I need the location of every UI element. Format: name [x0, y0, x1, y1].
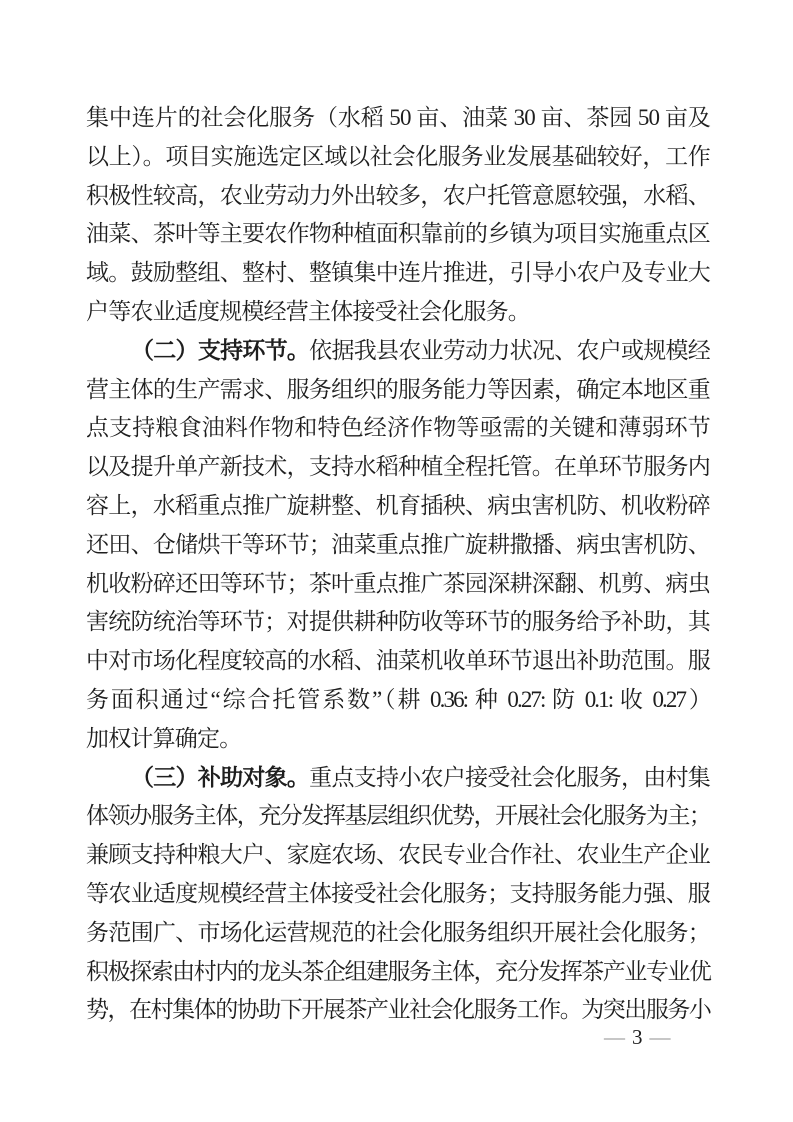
- text-line: 中对市场化程度较高的水稻、油菜机收单环节退出补助范围。服: [86, 648, 710, 674]
- paragraph-lead-text: 重点支持小农户接受社会化服务，由村集: [309, 764, 710, 790]
- text-line: 务范围广、市场化运营规范的社会化服务组织开展社会化服务；: [86, 919, 710, 945]
- text-line-coefficients: 务面积通过“综合托管系数”（耕 0.36: 种 0.27: 防 0.1: 收 0.27）: [86, 686, 710, 712]
- text-line: 户等农业适度规模经营主体接受社会化服务。: [86, 298, 531, 324]
- text-line: 势，在村集体的协助下开展茶产业社会化服务工作。为突出服务小: [86, 997, 710, 1023]
- text-line: [86, 332, 710, 371]
- text-line: 害统防统治等环节；对提供耕种防收等环节的服务给予补助，其: [86, 609, 710, 635]
- text-line: 加权计算确定。: [86, 725, 242, 751]
- paragraph-support-links: [86, 332, 710, 759]
- text-line: 体领办服务主体，充分发挥基层组织优势，开展社会化服务为主；: [86, 803, 710, 829]
- text-line: 营主体的生产需求、服务组织的服务能力等因素，确定本地区重: [86, 376, 710, 402]
- text-line: [86, 759, 710, 798]
- paragraph-heading-support-links: （二）支持环节。: [131, 337, 310, 363]
- text-line: 点支持粮食油料作物和特色经济作物等亟需的关键和薄弱环节: [86, 415, 710, 441]
- text-line: 油菜、茶叶等主要农作物种植面积靠前的乡镇为项目实施重点区: [86, 221, 710, 247]
- text-line: 机收粉碎还田等环节；茶叶重点推广茶园深耕深翻、机剪、病虫: [86, 570, 710, 596]
- text-line: 等农业适度规模经营主体接受社会化服务；支持服务能力强、服: [86, 880, 710, 906]
- paragraph-lead-text: 依据我县农业劳动力状况、农户或规模经: [309, 337, 710, 363]
- page-number: 3: [632, 1025, 643, 1049]
- text-line: 集中连片的社会化服务（水稻 50 亩、油菜 30 亩、茶园 50 亩及: [86, 105, 710, 130]
- text-line: 容上，水稻重点推广旋耕整、机育插秧、病虫害机防、机收粉碎: [86, 492, 710, 518]
- paragraph-subsidy-targets: [86, 759, 710, 1031]
- text-line: 还田、仓储烘干等环节；油菜重点推广旋耕撒播、病虫害机防、: [86, 531, 710, 557]
- paragraph-heading-subsidy-targets: （三）补助对象。: [131, 764, 310, 790]
- text-line: 积极探索由村内的龙头茶企组建服务主体，充分发挥茶产业专业优: [86, 958, 710, 984]
- text-line: 以及提升单产新技术，支持水稻种植全程托管。在单环节服务内: [86, 454, 710, 480]
- text-line: 积极性较高，农业劳动力外出较多，农户托管意愿较强，水稻、: [86, 182, 710, 208]
- text-line: 域。鼓励整组、整村、整镇集中连片推进，引导小农户及专业大: [86, 260, 710, 286]
- footer-dash-left: —: [604, 1025, 625, 1049]
- document-body: [86, 99, 710, 1030]
- paragraph-region-selection: [86, 99, 710, 332]
- page-footer: [604, 1024, 671, 1050]
- footer-dash-right: —: [649, 1025, 671, 1049]
- text-line: 兼顾支持种粮大户、家庭农场、农民专业合作社、农业生产企业: [86, 842, 710, 868]
- text-line: 以上）。项目实施选定区域以社会化服务业发展基础较好，工作: [86, 143, 710, 169]
